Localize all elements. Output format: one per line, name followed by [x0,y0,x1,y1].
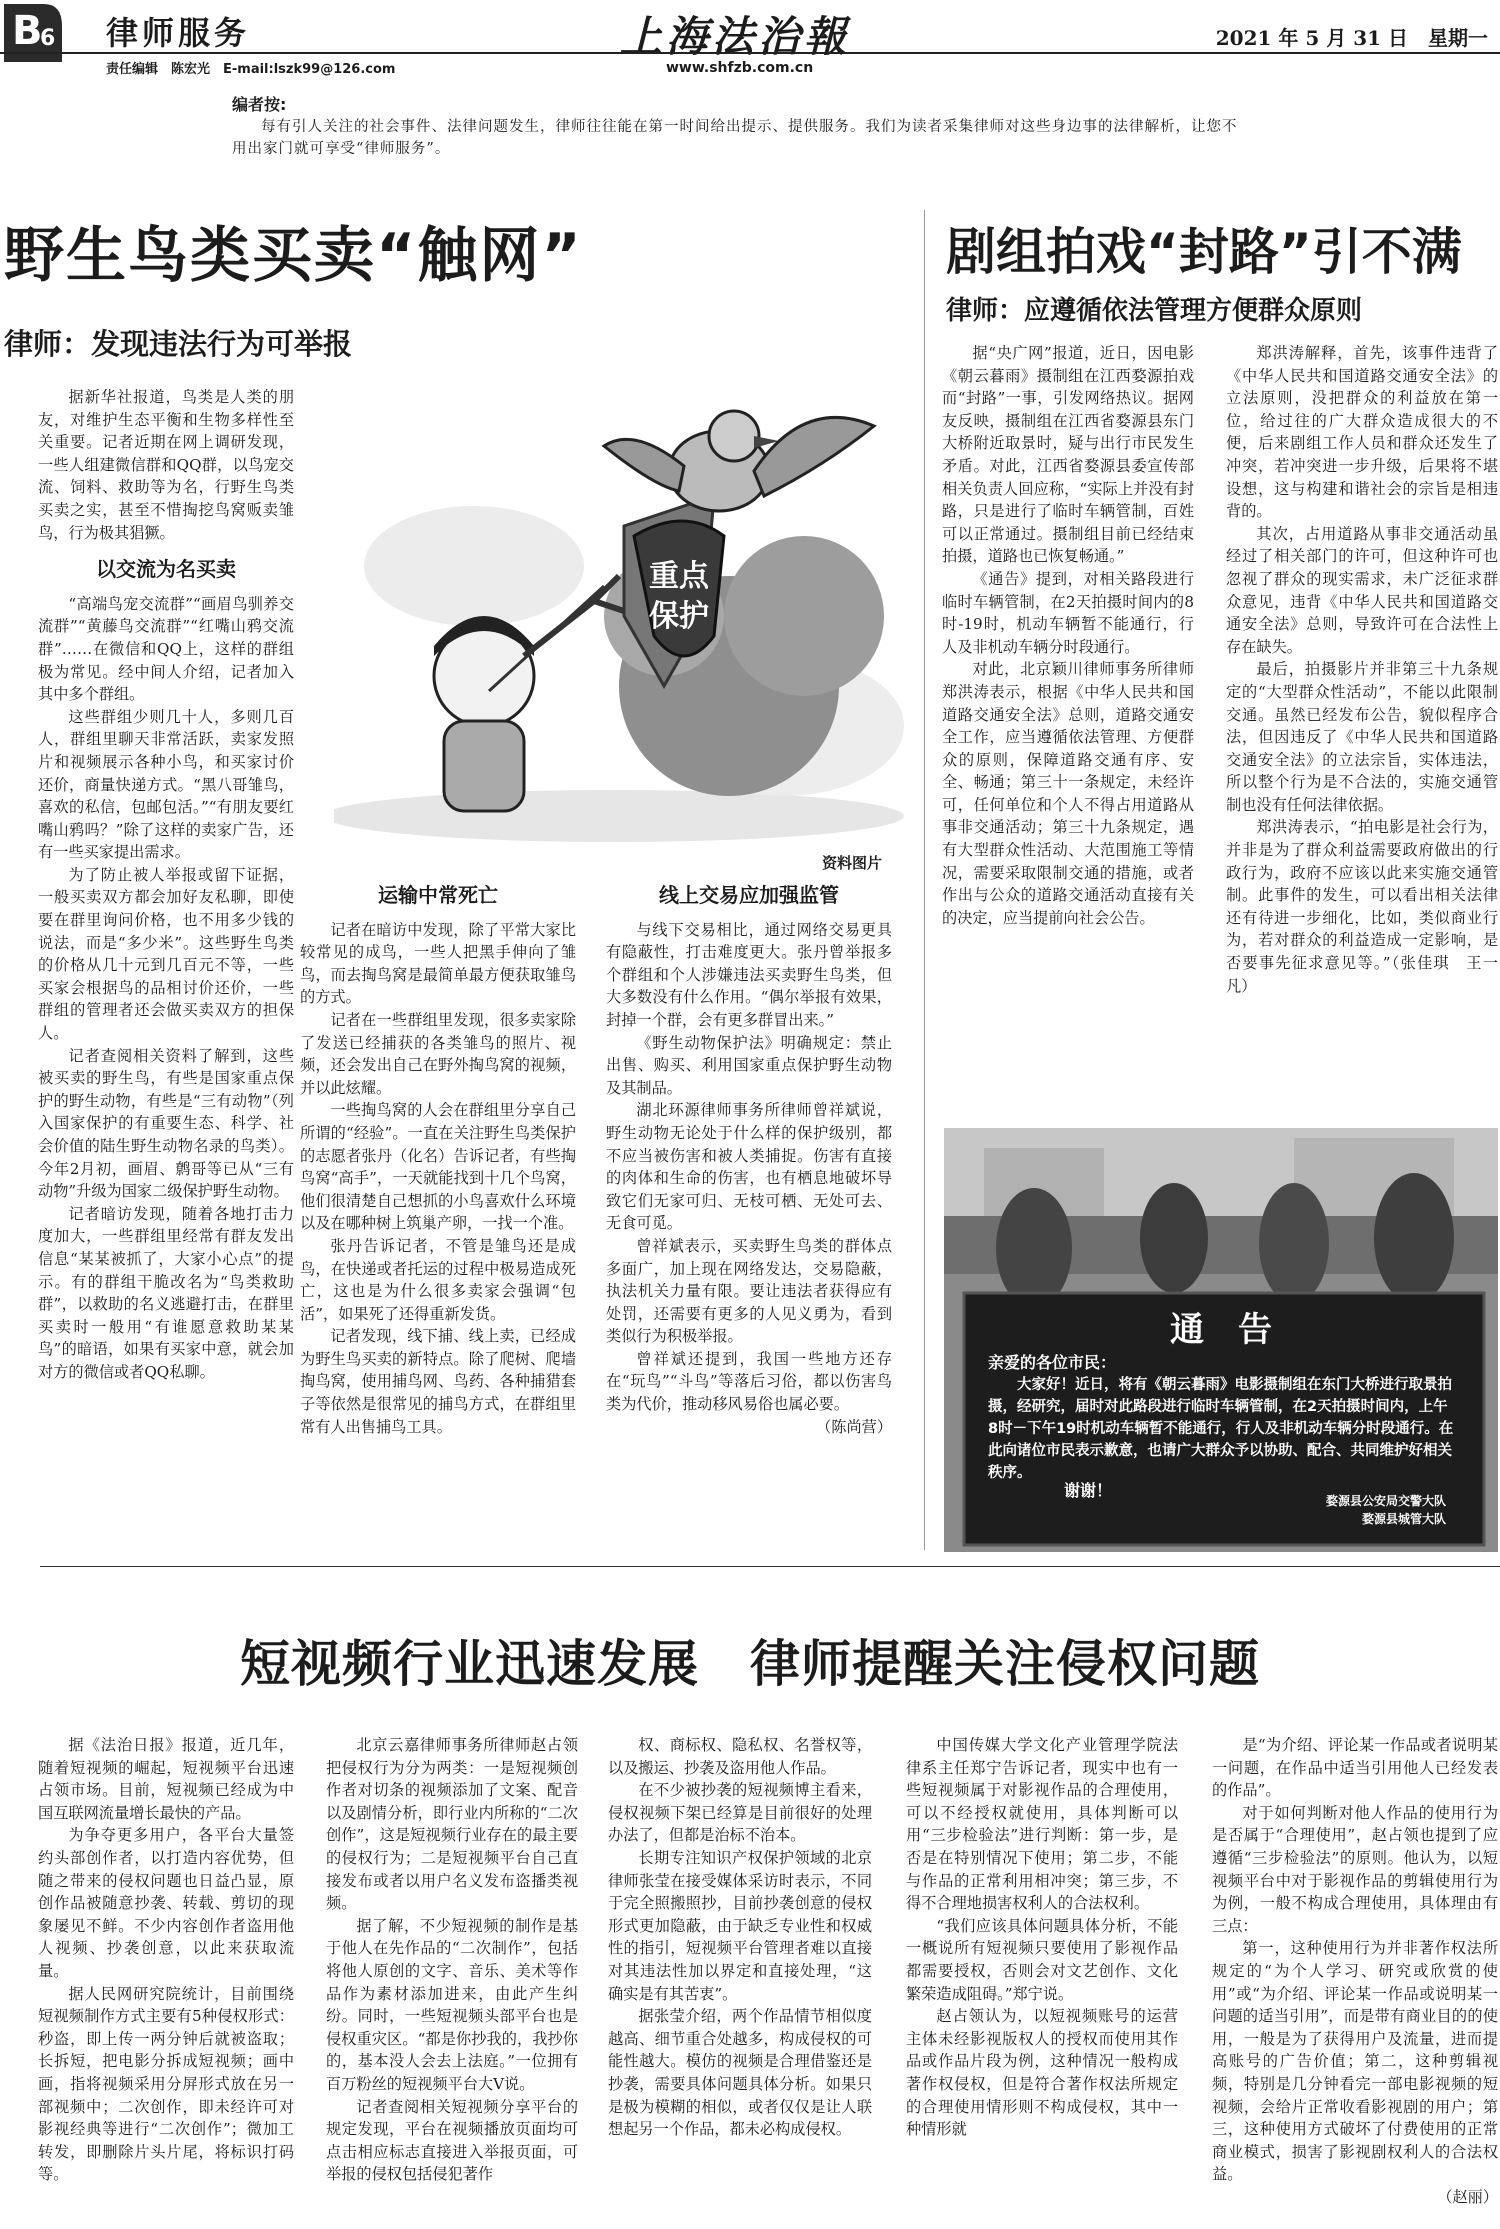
section-subhead: 运输中常死亡 [378,883,498,907]
page-number: 6 [40,26,56,51]
paragraph: 一些掏鸟窝的人会在群组里分享自己所谓的“经验”。一直在关注野生鸟类保护的志愿者张丹（化名）告诉记者，有些掏鸟窝“高手”，一天就能找到十几个鸟窝，他们很清楚自己想抓的小鸟喜欢什么环境以及在哪种树上筑巢产卵，一找一个准。 [300,1101,576,1233]
paragraph: 《野生动物保护法》明确规定：禁止出售、购买、利用国家重点保护野生动物及其制品。 [606,1033,892,1097]
paragraph: 记者暗访发现，随着各地打击力度加大，一些群组里经常有群友发出信息“某某被抓了，大家小心点”的提示。有的群组干脆改名为“鸟类救助群”，以救助的名义逃避打击，在群里买卖时一般用“有谁愿意救助某某鸟”的暗语，如果有买家中意，就会加对方的微信或者QQ私聊。 [38,1204,294,1381]
notice-thanks: 谢谢！ [1064,1481,1113,1500]
image-caption: 资料图片 [822,854,883,872]
cartoon-svg [334,386,906,846]
article2-column-1 [942,342,1194,1078]
shield-text-1: 重点 [649,559,709,594]
paragraph: “我们应该具体问题具体分析，不能一概说所有短视频只要使用了影视作品都需要授权，否则会对文艺创作、文化繁荣造成阻碍。”郑宁说。 [906,1916,1178,2003]
notice-photo [944,1128,1498,1552]
paragraph: 赵占领认为，以短视频账号的运营主体未经影视版权人的授权而使用其作品或作品片段为例，这种情况一般构成著作权侵权，但是符合著作权法所规定的合理使用情形则不构成侵权，其中一种情形就 [906,2007,1178,2139]
paragraph: 据了解，不少短视频的制作是基于他人在先作品的“二次制作”，包括将他人原创的文字、音乐、美术等作品作为素材添加进来，由此产生纠纷。同时，一些短视频头部平台也是侵权重灾区。“都是你抄我的，我抄你的，基本没人会去上法庭。”一位拥有百万粉丝的短视频平台大V说。 [326,1916,578,2093]
article-divider [40,1566,1500,1567]
website: www.shfzb.com.cn [666,60,814,76]
paragraph: 据张莹介绍，两个作品情节相似度越高、细节重合处越多，构成侵权的可能性越大。模仿的视频是合理借鉴还是抄袭，需要具体问题具体分析。如果只是极为模糊的相似，或者仅仅是让人联想起另一个作品，都未必构成侵权。 [608,2007,872,2139]
article1-column-1 [38,386,294,1522]
paragraph: 记者发现，线下捕、线上卖，已经成为野生鸟买卖的新特点。除了爬树、爬墙掏鸟窝，使用捕鸟网、鸟药、各种捕猎套子等依然是很常见的捕鸟方式，在群组里常有人出售捕鸟工具。 [300,1327,576,1436]
paragraph: 《通告》提到，对相关路段进行临时车辆管制，在2天拍摄时间内的8时-19时，机动车辆暂不能通行，行人及非机动车辆分时段通行。 [942,569,1194,656]
notice-org-1: 婺源县公安局交警大队 [1325,1494,1446,1508]
notice-body: 大家好！近日，将有《朝云暮雨》电影摄制组在东门大桥进行取景拍摄，经研究，届时对此路段进行临时车辆管制，在2天拍摄时间内，上午8时－下午19时机动车辆暂不能通行，行人及非机动车辆分时段通行。在此向诸位市民表示歉意，也请广大群众予以协助、配合、共同维护好相关秩序。 [988,1377,1454,1481]
paragraph: 记者在暗访中发现，除了平常大家比较常见的成鸟，一些人把黑手伸向了雏鸟，而去掏鸟窝是最简单最方便获取雏鸟的方式。 [300,920,576,1007]
article3-column-3 [608,1734,872,2222]
boy-icon [434,616,534,811]
paragraph: 郑洪涛解释，首先，该事件违背了《中华人民共和国道路交通安全法》的立法原则，没把群众的利益放在第一位，给过往的广大群众造成很大的不便，后来剧组工作人员和群众还发生了冲突，若冲突进一步升级，后果将不堪设想，这与构建和谐社会的宗旨是相违背的。 [1226,344,1498,521]
top-column-divider [924,210,925,1550]
editor-note-label: 编者按: [232,95,287,114]
paragraph: 为了防止被人举报或留下证据，一般买卖双方都会加好友私聊，即使要在群里询问价格，也不用多少钱的说法，而是“多少米”。这些野生鸟类的价格从几十元到几百元不等，一些买家会根据鸟的品相讨价还价，一些群组的管理者还会做买卖双方的担保人。 [38,865,294,1043]
paragraph: 在不少被抄袭的短视频博主看来，侵权视频下架已经算是目前很好的处理办法了，但都是治标不治本。 [608,1781,872,1845]
article3-column-1 [38,1734,294,2222]
paragraph: 曾祥斌还提到，我国一些地方还存在“玩鸟”“斗鸟”等落后习俗，都以伤害鸟类为代价，推动移风易俗也属必要。 [606,1349,892,1414]
article1-title: 野生鸟类买卖“触网” [4,221,583,291]
article2-subtitle: 律师：应遵循依法管理方便群众原则 [946,296,1363,326]
paragraph: 长期专注知识产权保护领域的北京律师张莹在接受媒体采访时表示，不同于完全照搬照抄，目前抄袭创意的侵权形式更加隐蔽，由于缺乏专业性和权威性的指引，短视频平台管理者难以直接对其违法性加以界定和直接处理，“这确实是有其苦衷”。 [608,1848,872,2003]
editor-note-text: 每有引人关注的社会事件、法律问题发生，律师往往能在第一时间给出提示、提供服务。我们为读者采集律师对这些身边事的法律解析，让您不用出家门就可享受“律师服务”。 [232,119,1238,157]
paragraph: 记者查阅相关短视频分享平台的规定发现，平台在视频播放页面均可点击相应标志直接进入举报页面，可举报的侵权包括侵犯著作 [326,2097,578,2184]
paragraph: 对于如何判断对他人作品的使用行为是否属于“合理使用”，赵占领也提到了应遵循“三步检验法”的原则。他认为，以短视频平台中对于影视作品的剪辑使用行为为例，一般不构成合理使用，具体理由有三点： [1212,1803,1498,1935]
cartoon-illustration [334,386,906,846]
byline: （陈尚营） [816,1417,892,1436]
paragraph: 郑洪涛表示，“拍电影是社会行为，并非是为了群众利益需要政府做出的行政行为，政府不应该以此来实施交通管制。此事件的发生，可以看出相关法律还有待进一步细化，比如，类似商业行为，若对群众的利益造成一定影响，是否要事先征求意见等。”（张佳琪 王一凡） [1226,818,1498,995]
paragraph: 最后，拍摄影片并非第三十九条规定的“大型群众性活动”，不能以此限制交通。虽然已经发布公告，貌似程序合法，但因违反了《中华人民共和国道路交通安全法》的立法宗旨，实体违法，所以整个行为是不合法的，实施交通管制也没有任何法律依据。 [1226,660,1498,814]
shield-text-2: 保护 [649,599,709,634]
paragraph: “高端鸟宠交流群”“画眉鸟驯养交流群”“黄藤鸟交流群”“红嘴山鸦交流群”……在微信和QQ上，这样的群组极为常见。经中间人介绍，记者加入其中多个群组。 [38,594,294,704]
paragraph: 中国传媒大学文化产业管理学院法律系主任郑宁告诉记者，现实中也有一些短视频属于对影视作品的合理使用，可以不经授权就使用，具体判断可以用“三步检验法”进行判断：第一步，是否是在特别情况下使用；第二步，不能与作品的正常利用相冲突；第三步，不得不合理地损害权利人的合法权利。 [906,1736,1178,1913]
article3-title: 短视频行业迅速发展 律师提醒关注侵权问题 [240,1635,1260,1693]
paragraph: 记者查阅相关资料了解到，这些被买卖的野生鸟，有些是国家重点保护的野生动物，有些是“三有动物”（列入国家保护的有重要生态、科学、社会价值的陆生野生动物名录的鸟类）。今年2月初，画眉、鹩哥等已从“三有动物”升级为国家二级保护野生动物。 [38,1046,294,1201]
paragraph: 与线下交易相比，通过网络交易更具有隐蔽性，打击难度更大。张丹曾举报多个群组和个人涉嫌违法买卖野生鸟类，但大多数没有什么作用。“偶尔举报有效果，封掉一个群，会有更多群冒出来。” [606,920,892,1029]
paragraph: 据新华社报道，鸟类是人类的朋友，对维护生态平衡和生物多样性至关重要。记者近期在网上调研发现，一些人组建微信群和QQ群，以鸟宠交流、饲料、救助等为名，行野生鸟类买卖之实，甚至不惜掏挖鸟窝贩卖雏鸟，行为极其猖獗。 [38,388,294,542]
paragraph: 据“央广网”报道，近日，因电影《朝云暮雨》摄制组在江西婺源拍戏而“封路”一事，引发网络热议。据网友反映，摄制组在江西省婺源县东门大桥附近取景时，疑与出行市民发生矛盾。对此，江西省婺源县委宣传部相关负责人回应称，“实际上并没有封路，只是进行了临时车辆管制，百姓可以正常通过。摄制组目前已经结束拍摄，道路也已恢复畅通。” [942,344,1194,566]
article2-column-2 [1226,342,1498,1078]
paragraph: 湖北环源律师事务所律师曾祥斌说，野生动物无论处于什么样的保护级别，都不应当被伤害和被人类捕捉。伤害有直接的肉体和生命的伤害，也有栖息地破坏导致它们无家可归、无枝可栖、无处可去、无食可觅。 [606,1101,892,1233]
paragraph: 张丹告诉记者，不管是雏鸟还是成鸟，在快递或者托运的过程中极易造成死亡，这也是为什么很多卖家会强调“包活”，如果死了还得重新发货。 [300,1236,576,1323]
notice-org-2: 婺源县城管大队 [1361,1512,1446,1526]
article3-column-2 [326,1734,578,2222]
section-letter: B [12,8,43,54]
issue-date: 2021 年 5 月 31 日 星期一 [1215,26,1488,50]
article3-column-4 [906,1734,1178,2222]
editor-info: 责任编辑 陈宏光 E-mail:lszk99@126.com [106,62,396,77]
paragraph: 权、商标权、隐私权、名誉权等，以及搬运、抄袭及盗用他人作品。 [608,1736,872,1777]
header-rule [0,52,1500,54]
notice-title: 通 告 [1170,1310,1272,1350]
paragraph: 这些群组少则几十人，多则几百人，群组里聊天非常活跃，卖家发照片和视频展示各种小鸟，和买家讨价还价，商量快递方式。“黑八哥雏鸟，喜欢的私信，包邮包活。”“有朋友要红嘴山鸦吗？”除了这样的卖家广告，还有一些买家提出需求。 [38,707,294,862]
section-name: 律师服务 [106,14,251,52]
paragraph: 据《法治日报》报道，近几年，随着短视频的崛起，短视频平台迅速占领市场。目前，短视频已经成为中国互联网流量增长最快的产品。 [38,1736,294,1822]
paragraph: 为争夺更多用户，各平台大量签约头部创作者，以打造内容优势，但随之带来的侵权问题也日益凸显，原创作品被随意抄袭、转载、剪切的现象屡见不鲜。不少内容创作者盗用他人视频、抄袭创意，以此来获取流量。 [38,1826,294,1980]
section-subhead: 线上交易应加强监管 [659,883,839,907]
notice-salutation: 亲爱的各位市民： [988,1353,1117,1372]
paragraph: 其次，占用道路从事非交通活动虽经过了相关部门的许可，但这种许可也忽视了群众的现实需求，未广泛征求群众意见，违背《中华人民共和国道路交通安全法》总则，导致许可在合法性上存在缺失。 [1226,524,1498,656]
paragraph: 是“为介绍、评论某一作品或者说明某一问题，在作品中适当引用他人已经发表的作品”。 [1212,1736,1498,1800]
article2-title: 剧组拍戏“封路”引不满 [946,223,1462,281]
article1-column-3 [606,870,892,1520]
paragraph: 第一，这种使用行为并非著作权法所规定的“为个人学习、研究或欣赏的使用”或“为介绍、评论某一作品或说明某一问题的适当引用”，而是带有商业目的的使用，一般是为了获得用户及流量，进而提高账号的广告价值；第二，这种剪辑视频，特别是几分钟看完一部电影视频的短视频，会给片正常收看影视剧的用户；第三，这种使用方式破坏了付费使用的正常商业模式，损害了影视剧权利人的合法权益。 [1212,1939,1498,2184]
paragraph: 据人民网研究院统计，目前围绕短视频制作方式主要有5种侵权形式：秒盗，即上传一两分钟后就被盗取；长拆短，把电影分拆成短视频；画中画，指将视频采用分屏形式放在另一部视频中；二次创作，即未经许可对影视经典等进行“二次创作”；微加工转发，即删除片头片尾，将标识打码等。 [38,1984,294,2184]
paragraph: 北京云嘉律师事务所律师赵占领把侵权行为分为两类：一是短视频创作者对切条的视频添加了文案、配音以及剧情分析，即行业内所称的“二次创作”，这是短视频行业存在的最主要的侵权行为；二是短视频平台自己直接发布或者以用户名义发布盗播类视频。 [326,1736,578,1913]
article3-column-5 [1212,1734,1498,2222]
masthead: 上海法治報 [620,12,851,61]
article1-subtitle: 律师：发现违法行为可举报 [4,327,353,361]
byline: （赵丽） [1437,2187,1498,2206]
section-subhead: 以交流为名买卖 [96,557,236,582]
paragraph: 曾祥斌表示，买卖野生鸟类的群体点多面广，加上现在网络发达，交易隐蔽，执法机关力量有限。要让违法者获得应有处罚，还需要有更多的人见义勇为，看到类似行为积极举报。 [606,1236,892,1346]
article1-column-2 [300,870,576,1520]
paragraph: 对此，北京颖川律师事务所律师郑洪涛表示，根据《中华人民共和国道路交通安全法》总则，道路交通安全工作，应当遵循依法管理、方便群众的原则，保障道路交通有序、安全、畅通；第三十一条规定，未经许可，任何单位和个人不得占用道路从事非交通活动；第三十九条规定，遇有大型群众性活动、大范围施工等情况，需要采取限制交通的措施，或者作出与公众的道路交通活动直接有关的决定，应当提前向社会公告。 [942,660,1194,927]
paragraph: 记者在一些群组里发现，很多卖家除了发送已经捕获的各类雏鸟的照片、视频，还会发出自己在野外掏鸟窝的视频，并以此炫耀。 [300,1010,576,1097]
